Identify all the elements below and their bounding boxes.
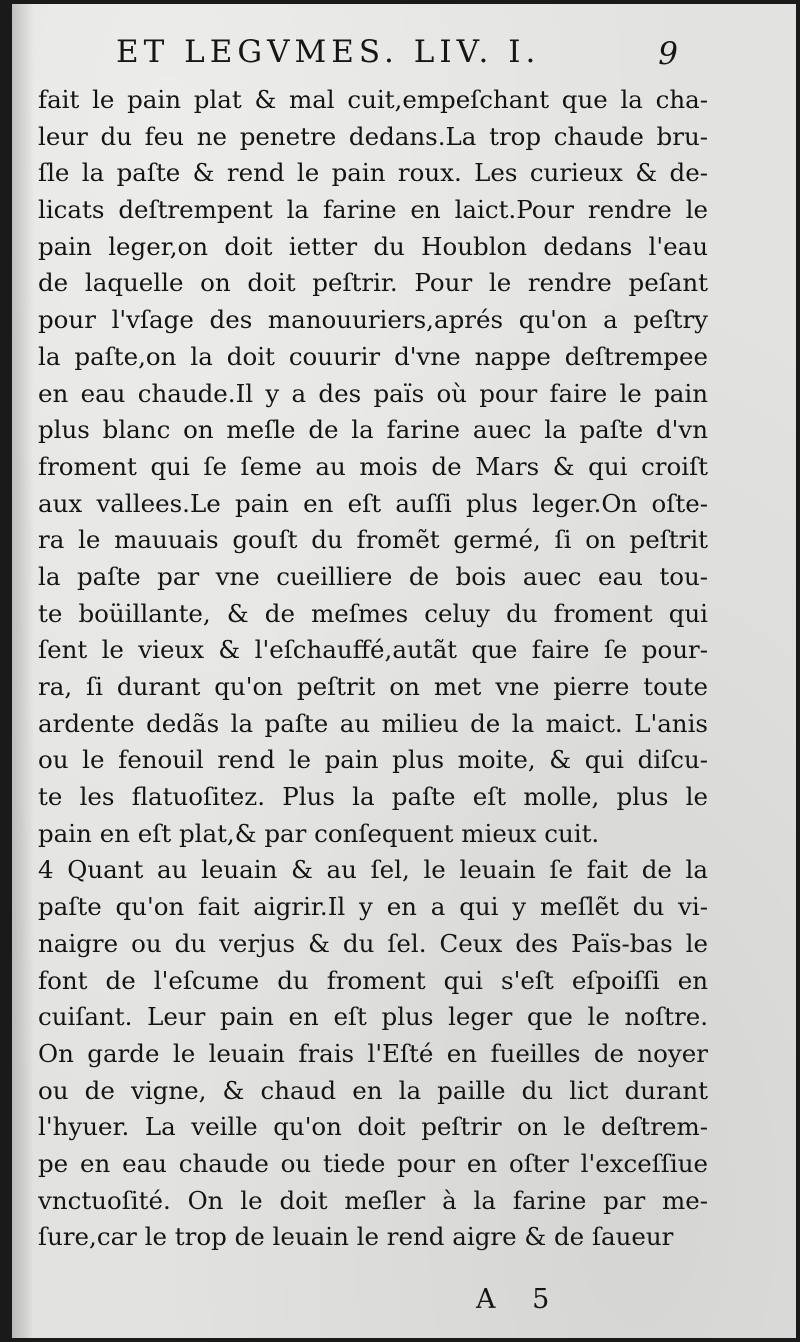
text-line: pain en eſt plat,& par conſequent mieux cuit.	[38, 818, 600, 848]
text-line: pour l'vſage des manouuriers,aprés qu'on a peſtry	[38, 305, 708, 335]
text-line: plus blanc on meſle de la farine auec la paſte d'vn	[38, 415, 708, 445]
text-line: la paſte par vne cueilliere de bois auec eau tou-	[38, 561, 708, 591]
text-line: te boüillante, & de meſmes celuy du froment qui	[38, 598, 708, 628]
text-line: vnctuoſité. On le doit meſler à la farine par me-	[38, 1185, 708, 1215]
text-line: l'hyuer. La veille qu'on doit peſtrir on le deſtrem-	[38, 1112, 708, 1142]
signature-mark: A 5	[476, 1284, 564, 1315]
text-line: ſle la paſte & rend le pain roux. Les curieux & de-	[38, 158, 708, 188]
running-head-title: ET LEGVMES. LIV. I.	[116, 34, 541, 70]
text-line: font de l'eſcume du froment qui s'eſt eſpoiſſi en	[38, 965, 708, 995]
text-line: pain leger,on doit ietter du Houblon dedans l'eau	[38, 231, 708, 261]
text-line: ra, ſi durant qu'on peſtrit on met vne pierre toute	[38, 672, 708, 701]
text-line: ſure,car le trop de leuain le rend aigre & de ſaueur	[38, 1222, 674, 1252]
text-line: aux vallees.Le pain en eſt auſſi plus leger.On oſte-	[38, 488, 708, 518]
text-line: 4 Quant au leuain & au ſel, le leuain ſe fait de la	[38, 855, 708, 885]
text-line: ou le fenouil rend le pain plus moite, & qui diſcu-	[38, 745, 708, 775]
page-number: 9	[658, 36, 678, 72]
text-line: licats deſtrempent la farine en laict.Pour rendre le	[38, 195, 708, 225]
text-line: naigre ou du verjus & du ſel. Ceux des Païs-bas le	[38, 928, 708, 958]
running-head	[116, 34, 686, 80]
body-text	[38, 82, 708, 1256]
text-line: te les flatuoſitez. Plus la paſte eſt molle, plus le	[38, 782, 708, 812]
book-page	[12, 4, 796, 1338]
text-line: en eau chaude.Il y a des païs où pour faire le pain	[38, 378, 708, 408]
text-line: pe en eau chaude ou tiede pour en oſter l'exceſſiue	[38, 1148, 708, 1178]
text-line: ra le mauuais gouſt du fromẽt germé, ſi on peſtrit	[38, 525, 708, 555]
text-line: de laquelle on doit peſtrir. Pour le rendre peſant	[38, 268, 708, 298]
text-line: paſte qu'on fait aigrir.Il y en a qui y meſlẽt du vi-	[38, 892, 708, 922]
text-line: ardente dedãs la paſte au milieu de la maict. L'anis	[38, 708, 708, 738]
text-line: ſent le vieux & l'eſchauffé,autãt que faire ſe pour-	[38, 635, 708, 665]
text-line: froment qui ſe ſeme au mois de Mars & qui croiſt	[38, 451, 708, 481]
spine-shadow	[12, 4, 34, 1338]
text-line: leur du feu ne penetre dedans.La trop chaude bru-	[38, 121, 708, 151]
text-line: ou de vigne, & chaud en la paille du lict durant	[38, 1075, 708, 1105]
text-line: cuiſant. Leur pain en eſt plus leger que le noſtre.	[38, 1002, 708, 1032]
text-line: la paſte,on la doit couurir d'vne nappe deſtrempee	[38, 341, 708, 371]
text-line: fait le pain plat & mal cuit,empeſchant que la cha-	[38, 85, 708, 114]
text-line: On garde le leuain frais l'Eſté en fueilles de noyer	[38, 1038, 708, 1068]
